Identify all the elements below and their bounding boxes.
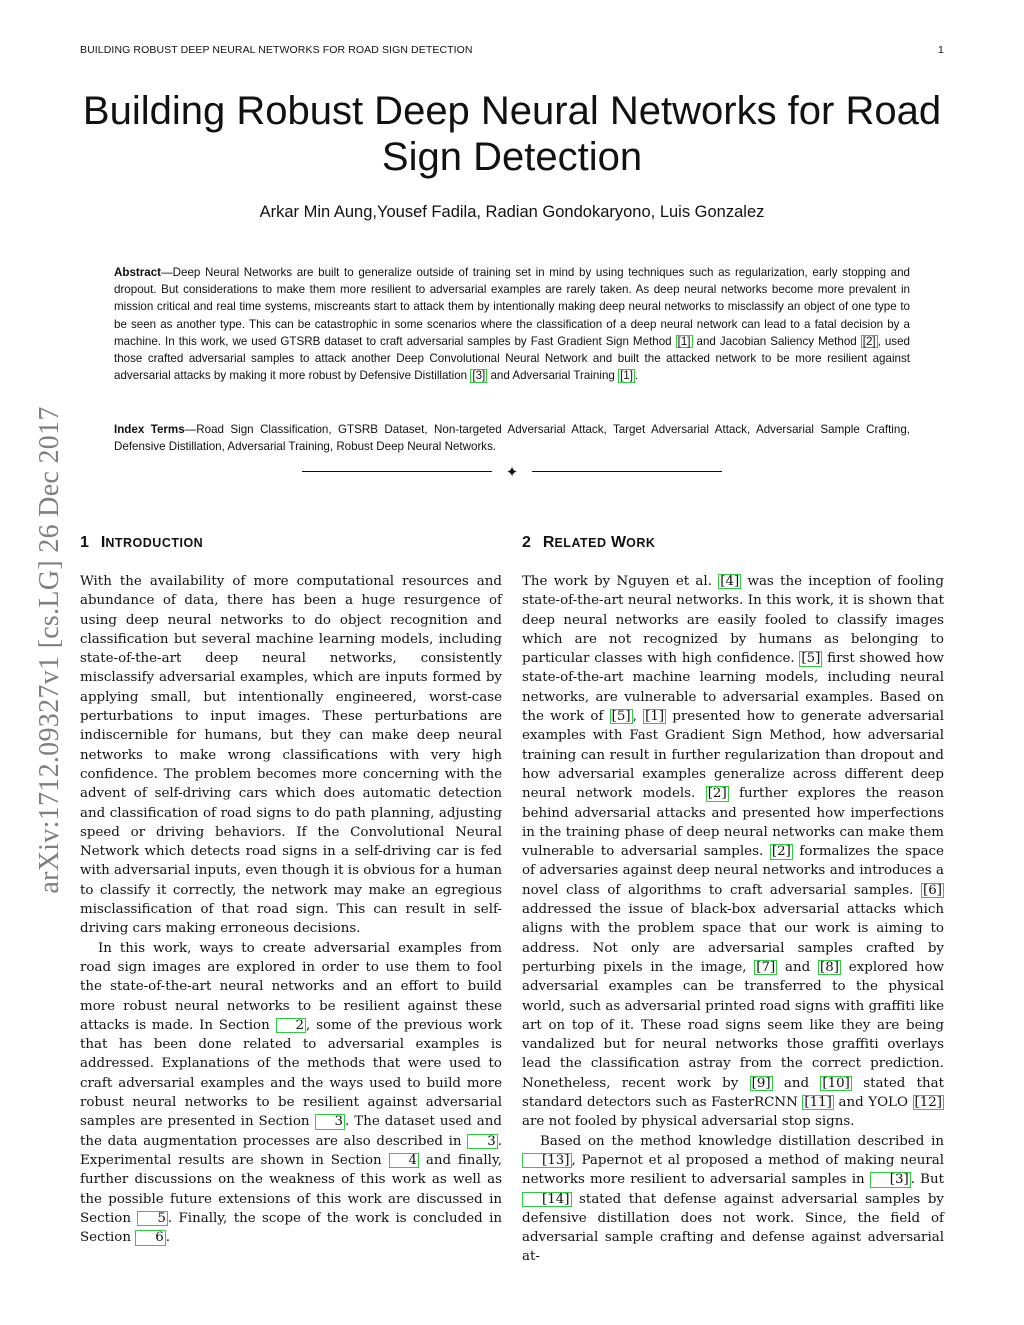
index-terms-text: —Road Sign Classification, GTSRB Dataset, Non-targeted Adversarial Attack, Target Adversarial Attack, Adversarial Sample Crafting, Defensive Distillation, Adversarial Training, Robust Deep Neural Networks.	[114, 423, 910, 454]
section-ref-link[interactable]: 4	[389, 1153, 420, 1168]
abstract-text: —Deep Neural Networks are built to generalize outside of training set in mind by using techniques such as regularization, early stopping and dropout. But considerations to make them more resilient to adversarial examples are rarely taken. As deep neural networks become more prevalent in mission critical and real time systems, miscreants start to attack them by intentionally making deep neural networks to misclassify an object of one type to be seen as another type. This can be catastrophic in some scenarios where the classification of a deep neural network can lead to a fatal decision by a machine. In this work, we used GTSRB dataset to craft adversarial samples by Fast Gradient Sign Method	[114, 266, 910, 348]
citation-link[interactable]: [10]	[822, 1075, 850, 1091]
heading-rest: NTRODUCTION	[105, 536, 204, 550]
citation-link[interactable]: [1]	[620, 369, 633, 383]
section-number: 1	[80, 534, 89, 551]
abstract-label: Abstract	[114, 266, 162, 279]
introduction-body	[80, 572, 502, 1247]
section-ref-link[interactable]: 2	[276, 1018, 307, 1033]
index-terms	[114, 421, 910, 455]
authors: Arkar Min Aung,Yousef Fadila, Radian Gondokaryono, Luis Gonzalez	[259, 203, 765, 221]
citation-link[interactable]: [5]	[611, 709, 631, 725]
citation-link[interactable]: [4]	[720, 574, 740, 589]
paper-title: Building Robust Deep Neural Networks for Road Sign Detection	[82, 89, 942, 179]
citation-link[interactable]: [9]	[751, 1075, 771, 1091]
index-terms-label: Index Terms	[114, 423, 185, 436]
citation-link[interactable]: [2]	[862, 334, 876, 348]
running-head-title: BUILDING ROBUST DEEP NEURAL NETWORKS FOR ROAD SIGN DETECTION	[80, 44, 473, 56]
abstract-text: , used those crafted adversarial samples to attack another Deep Convolutional Neural Network and built the attacked network to be more resilient against adversarial attacks by making it more robust by Defensive Distillation	[114, 334, 911, 383]
section-ref-link[interactable]: 3	[467, 1134, 498, 1149]
abstract-text: .	[634, 369, 639, 383]
section-ref-link[interactable]: 3	[315, 1114, 346, 1129]
citation-link[interactable]: [1]	[645, 709, 665, 725]
heading-rest: ORK	[626, 536, 656, 550]
paragraph: With the availability of more computational resources and abundance of data, there has been a huge resurgence of using deep neural networks to do object recognition and classification but several machine learning models, including state-of-the-art deep neural networks, consistently misclassify adversarial examples, which are inputs formed by applying small, but intentionally engineered, worst-case perturbations to input images. These perturbations are indiscernible for humans, but they can make deep neural networks to make wrong classifications with very high confidence. The problem becomes more concerning with the advent of self-driving cars which does automatic detection and classification of road signs to do path planning, adjusting speed or driving behaviors. If the Convolutional Neural Network which detects road signs in a self-driving car is fed with adversarial inputs, even though it is obvious for a human to classify it correctly, the network may make an egregious misclassification of that road sign. This can result in self-driving cars making erroneous decisions.	[80, 574, 502, 937]
running-head	[80, 44, 944, 60]
section-ref-link[interactable]: 6	[135, 1230, 166, 1245]
abstract-text: and Jacobian Saliency Method	[692, 334, 861, 348]
separator-line-right	[532, 471, 722, 472]
citation-link[interactable]: [3]	[870, 1172, 911, 1187]
citation-link[interactable]: [7]	[756, 959, 776, 975]
paragraph: The work by Nguyen et al. [4] was the inception of fooling state-of-the-art neural networks. In this work, it is shown that deep neural networks are easily fooled to classify images which are not recognized by humans as belonging to particular classes with high confidence. [5] first showed how state-of-the-art machine learning models, including neural networks, are vulnerable to adversarial examples. Based on the work of [5] , [1] presented how to generate adversarial examples with Fast Gradient Sign Method, how adversarial training can result in further regularization than dropout and how adversarial examples generalize across different deep neural network models. [2] further explores the reason behind adversarial attacks and presented how imperfections in the training phase of deep neural networks can make them vulnerable to adversarial samples. [2] formalizes the space of adversaries against deep neural networks and introduces a novel class of algorithms to craft adversarial samples. [6] addressed the issue of black-box adversarial attacks which aligns with the problem space that our work is aiming to address. Not only are adversarial samples crafted by perturbing pixels in the image, [7] and [8] explored how adversarial examples can be transferred to the physical world, such as adversarial printed road signs with graffiti like art on top of it. These road signs seem like they are being vandalized but for neural networks those graffiti overlays lead the classification astray from the correct prediction. Nonetheless, recent work by [9] and [10] stated that standard detectors such as FasterRCNN [11] and YOLO [12] are not fooled by physical adversarial stop signs.	[522, 574, 944, 1130]
paragraph: In this work, ways to create adversarial examples from road sign images are explored in order to use them to fool the state-of-the-art neural networks and an effort to build more robust neural networks to be resilient against these attacks is made. In Section 2 , some of the previous work that has been done related to adversarial examples is addressed. Explanations of the methods that were used to craft adversarial examples and the ways used to build more robust neural networks to be resilient against adversarial samples are presented in Section 3 . The dataset used and the data augmentation processes are also described in 3 . Experimental results are shown in Section 4 and finally, further discussions on the weakness of this work as well as the possible future extensions of this work are discussed in Section 5 . Finally, the scope of the work is concluded in Section 6 .	[80, 940, 502, 1246]
citation-link[interactable]: [13]	[522, 1153, 572, 1168]
citation-link[interactable]: [11]	[804, 1095, 832, 1111]
arxiv-id: arXiv:1712.09327v1 [cs.LG] 26 Dec 2017	[34, 406, 65, 894]
abstract-text: and Adversarial Training	[487, 369, 619, 383]
citation-link[interactable]: [1]	[677, 334, 691, 348]
section-number: 2	[522, 534, 531, 551]
separator-line-left	[302, 471, 492, 472]
section-separator	[302, 462, 722, 482]
heading-initial: I	[100, 534, 106, 551]
heading-initial: R	[542, 534, 555, 551]
diamond-star-icon: ✦	[505, 463, 519, 481]
citation-link[interactable]: [12]	[914, 1095, 942, 1111]
page-number: 1	[938, 44, 944, 56]
citation-link[interactable]: [6]	[923, 882, 942, 898]
related-work-body	[522, 572, 944, 1267]
section-ref-link[interactable]: 5	[137, 1211, 168, 1226]
citation-link[interactable]: [8]	[820, 959, 839, 975]
citation-link[interactable]: [2]	[771, 844, 791, 860]
paragraph: Based on the method knowledge distillation described in [13] , Papernot et al proposed a method of making neural networks more resilient to adversarial samples in [3] . But [14] stated that defense against adversarial samples by defensive distillation does not work. Since, the field of adversarial sample crafting and defense against adversarial at-	[522, 1133, 944, 1265]
citation-link[interactable]: [14]	[522, 1192, 572, 1207]
section-heading-introduction	[80, 534, 203, 552]
abstract	[114, 264, 910, 384]
section-heading-related-work	[522, 534, 655, 552]
citation-link[interactable]: [3]	[472, 369, 486, 383]
citation-link[interactable]: [2]	[707, 786, 727, 802]
arxiv-stamp	[30, 350, 70, 950]
heading-initial: W	[611, 534, 627, 551]
heading-rest: ELATED	[554, 536, 607, 550]
citation-link[interactable]: [5]	[801, 651, 821, 667]
